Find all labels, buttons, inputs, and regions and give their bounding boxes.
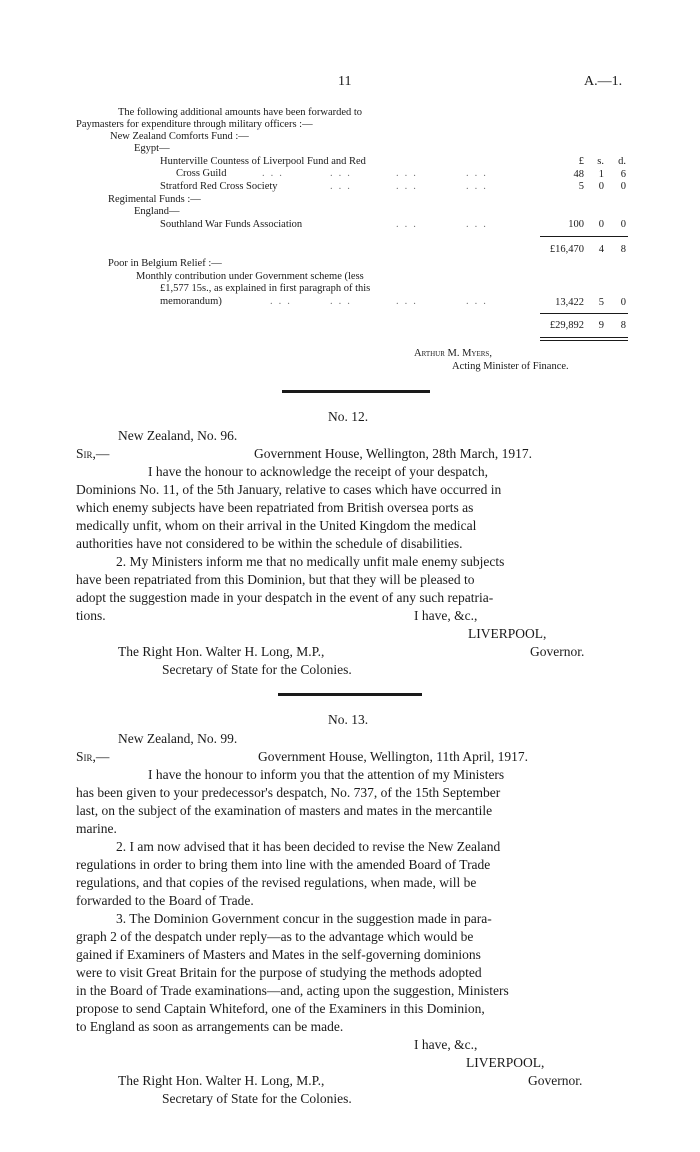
leader-dots: ...	[466, 168, 492, 179]
letter-reference: New Zealand, No. 99.	[118, 731, 238, 746]
leader-dots: ...	[466, 219, 492, 230]
closing: I have, &c.,	[414, 608, 478, 623]
leader-dots: ...	[396, 168, 422, 179]
leader-dots: ...	[396, 296, 422, 307]
body-line: 3. The Dominion Government concur in the suggestion made in para-	[116, 911, 492, 926]
amount-shillings: 5	[598, 297, 604, 308]
body-line: I have the honour to acknowledge the receipt of your despatch,	[148, 464, 488, 479]
addressee-line-2: Secretary of State for the Colonies.	[162, 1091, 352, 1106]
total-rule	[540, 313, 628, 314]
leader-dots: ...	[262, 168, 288, 179]
body-line: 2. I am now advised that it has been decided to revise the New Zealand	[116, 839, 501, 854]
body-line: have been repatriated from this Dominion, but that they will be pleased to	[76, 572, 475, 587]
item-monthly-1: Monthly contribution under Government scheme (less	[136, 271, 364, 282]
salutation: Sir,—	[76, 446, 110, 461]
letter-number: No. 13.	[328, 712, 369, 727]
amount-pounds: 5	[578, 181, 584, 192]
leader-dots: ...	[466, 181, 492, 192]
body-line: graph 2 of the despatch under reply—as to the advantage which would be	[76, 929, 474, 944]
total-pounds: £29,892	[549, 320, 584, 331]
total-shillings: 9	[598, 320, 604, 331]
place-date: Government House, Wellington, 28th March, 1917.	[254, 446, 532, 461]
amount-pence: 0	[620, 219, 626, 230]
body-line: tions.	[76, 608, 106, 623]
table-intro-line-2: Paymasters for expenditure through military officers :—	[76, 119, 313, 130]
amount-pence: 6	[620, 169, 626, 180]
body-line: last, on the subject of the examination of masters and mates in the mercantile	[76, 803, 493, 818]
body-line: I have the honour to inform you that the attention of my Ministers	[148, 767, 505, 782]
item-southland: Southland War Funds Association	[160, 219, 303, 230]
leader-dots: ...	[466, 296, 492, 307]
body-line: 2. My Ministers inform me that no medically unfit male enemy subjects	[116, 554, 505, 569]
col-shillings-header: s.	[597, 156, 604, 167]
place-date: Government House, Wellington, 11th April, 1917.	[258, 749, 529, 764]
signature: LIVERPOOL,	[466, 1055, 545, 1070]
body-line: Dominions No. 11, of the 5th January, relative to cases which have occurred in	[76, 482, 502, 497]
table-intro-line-1: The following additional amounts have been forwarded to	[118, 107, 363, 118]
table-signature-name: Arthur M. Myers,	[414, 348, 492, 359]
leader-dots: ...	[330, 181, 356, 192]
sub-egypt: Egypt—	[134, 143, 170, 154]
amount-shillings: 1	[598, 169, 604, 180]
addressee-line-2: Secretary of State for the Colonies.	[162, 662, 352, 677]
page-number: 11	[338, 74, 352, 89]
total-double-rule-bottom	[540, 340, 628, 341]
body-line: regulations in order to bring them into line with the amended Board of Trade	[76, 857, 491, 872]
addressee-line-1: The Right Hon. Walter H. Long, M.P.,	[118, 1073, 325, 1088]
section-divider	[282, 390, 430, 393]
letter-reference: New Zealand, No. 96.	[118, 428, 238, 443]
leader-dots: ...	[270, 296, 296, 307]
amount-pounds: 48	[573, 169, 584, 180]
subtotal-rule	[540, 236, 628, 237]
body-line: has been given to your predecessor's despatch, No. 737, of the 15th September	[76, 785, 501, 800]
group-nz-comforts: New Zealand Comforts Fund :—	[110, 131, 249, 142]
item-monthly-2: £1,577 15s., as explained in first paragraph of this	[160, 283, 371, 294]
amount-shillings: 0	[598, 219, 604, 230]
amount-pounds: 13,422	[555, 297, 584, 308]
col-pence-header: d.	[618, 156, 626, 167]
item-stratford: Stratford Red Cross Society	[160, 181, 278, 192]
total-double-rule-top	[540, 337, 628, 338]
body-line: regulations, and that copies of the revised regulations, when made, will be	[76, 875, 477, 890]
subtotal-pounds: £16,470	[549, 244, 584, 255]
col-pounds-header: £	[578, 156, 584, 167]
leader-dots: ...	[396, 219, 422, 230]
document-code: A.—1.	[584, 74, 623, 89]
body-line: marine.	[76, 821, 117, 836]
body-line: medically unfit, whom on their arrival in the United Kingdom the medical	[76, 518, 477, 533]
body-line: in the Board of Trade examinations—and, acting upon the suggestion, Ministers	[76, 983, 509, 998]
leader-dots: ...	[330, 296, 356, 307]
body-line: adopt the suggestion made in your despatch in the event of any such repatria-	[76, 590, 494, 605]
subtotal-pence: 8	[620, 244, 626, 255]
body-line: to England as soon as arrangements can be made.	[76, 1019, 344, 1034]
letter-number: No. 12.	[328, 409, 369, 424]
signature: LIVERPOOL,	[468, 626, 547, 641]
sub-england: England—	[134, 206, 180, 217]
signature-title: Governor.	[530, 644, 585, 659]
body-line: which enemy subjects have been repatriated from British oversea ports as	[76, 500, 474, 515]
group-regimental: Regimental Funds :—	[108, 194, 201, 205]
amount-shillings: 0	[598, 181, 604, 192]
body-line: gained if Examiners of Masters and Mates in the self-governing dominions	[76, 947, 481, 962]
body-line: authorities have not considered to be within the schedule of disabilities.	[76, 536, 463, 551]
total-pence: 8	[620, 320, 626, 331]
amount-pence: 0	[620, 181, 626, 192]
table-signature-title: Acting Minister of Finance.	[452, 361, 569, 372]
body-line: propose to send Captain Whiteford, one of the Examiners in this Dominion,	[76, 1001, 485, 1016]
amount-pence: 0	[620, 297, 626, 308]
leader-dots: ...	[396, 181, 422, 192]
closing: I have, &c.,	[414, 1037, 478, 1052]
item-monthly-3: memorandum)	[160, 296, 222, 307]
amount-pounds: 100	[568, 219, 584, 230]
item-hunterville-1: Hunterville Countess of Liverpool Fund and Red	[160, 156, 366, 167]
body-line: were to visit Great Britain for the purpose of studying the methods adopted	[76, 965, 482, 980]
section-divider	[278, 693, 422, 696]
leader-dots: ...	[330, 168, 356, 179]
subtotal-shillings: 4	[598, 244, 604, 255]
signature-title: Governor.	[528, 1073, 583, 1088]
item-hunterville-2: Cross Guild	[176, 168, 227, 179]
group-belgium: Poor in Belgium Relief :—	[108, 258, 222, 269]
addressee-line-1: The Right Hon. Walter H. Long, M.P.,	[118, 644, 325, 659]
body-line: forwarded to the Board of Trade.	[76, 893, 254, 908]
salutation: Sir,—	[76, 749, 110, 764]
